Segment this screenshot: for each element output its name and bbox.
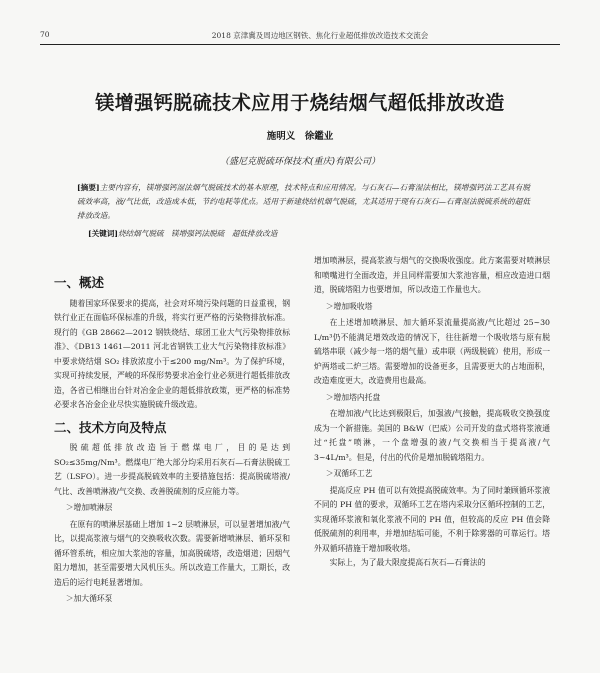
subheading: ＞增加吸收塔 xyxy=(325,301,373,311)
paragraph: 脱硫超低排放改造旨于燃煤电厂，目的是达到 SO₂≤35mg/Nm³。燃煤电厂绝大部分均采用石灰石—石膏法脱硫工艺（LSFO）。进一步提高脱硫效率的主要措施包括：提高脱硫塔液/气比、改善喷淋液/气交换、改善脱硫剂的反应能力等。 xyxy=(54,443,290,496)
paper-title: 镁增强钙脱硫技术应用于烧结烟气超低排放改造 xyxy=(95,92,505,114)
subheading: ＞增加喷淋层 xyxy=(65,503,113,512)
paragraph: 增加喷淋层，提高浆液与烟气的交换吸收强度。此方案需要对喷淋层和喷嘴进行全面改造，并且同样需要加大浆池容量，相应改造进口烟道，脱硫塔阻力也要增加，所以改造工作量也大。 xyxy=(314,256,550,294)
abstract-label: [摘要] xyxy=(77,183,100,192)
abstract xyxy=(77,181,530,223)
keywords-text: 烧结烟气脱硫 镁增强钙法脱硫 超低排放改造 xyxy=(117,229,278,238)
paragraph: 实际上，为了最大限度提高石灰石—石膏法的 xyxy=(329,558,486,567)
affiliation: （盛尼克脱硫环保技术(重庆)有限公司） xyxy=(219,157,381,167)
subheading: ＞双循环工艺 xyxy=(325,469,373,478)
abstract-text: 主要内容有，镁增强钙湿法烟气脱硫技术的基本原理，技术特点和应用情况。与石灰石—石膏湿法相比，镁增强钙法工艺具有脱硫效率高，液/气比低，改造成本低，节约电耗等优点。适用于新建烧结机烟气脱硫，尤其适用于现有石灰石—石膏湿法脱硫系统的超低排放改造。 xyxy=(77,183,531,220)
paragraph: 随着国家环保要求的提高，社会对环境污染问题的日益重视，钢铁行业正在面临环保标准的升级，将实行更严格的污染物排放标准。现行的《GB 28662—2012 钢铁烧结、球团工业大气污染物排放标准》、《DB13 1461—2011 河北省钢铁工业大气污染物排放标准》中要求烧结烟 SO₂ 排放浓度小于≤200 mg/Nm³。为了保护环境，实现可持续发展，严峻的环保形势要求冶金行业必须进行超低排放改造，各省已相继出台针对冶金企业的超低排放政策，更严格的标准势必要求各冶金企业尽快实施脱硫升级改造。 xyxy=(54,298,290,409)
authors: 施明义 徐鑑业 xyxy=(266,131,334,142)
journal-title: 2018 京津冀及周边地区钢铁、焦化行业超低排放改造技术交流会 xyxy=(211,31,429,40)
section-heading-overview: 一、概述 xyxy=(54,275,105,290)
keywords-label: [关键词] xyxy=(88,229,118,238)
paragraph: 在增加液/气比达到极限后，加强液/气接触，提高吸收交换强度成为一个新措施。美国的 B&W（巴威）公司开发的盘式塔将浆液通过“托盘”喷淋，一个盘增强的液/气交换相当于提高液/气 3~4L/m³。但是，付出的代价是增加脱硫塔阻力。 xyxy=(314,409,550,462)
left-column xyxy=(54,268,290,609)
subheading: ＞加大循环泵 xyxy=(65,594,113,603)
right-column xyxy=(314,254,550,571)
paragraph: 提高反应 PH 值可以有效提高脱硫效率。为了同时兼顾循环浆液不同的 PH 值的要求，双循环工艺在塔内采取分区循环控制的工艺，实现循环浆液和氧化浆液不同的 PH 值，但较高的反应 PH 值会降低脱硫剂的利用率，并增加结垢可能，不利于除雾器的可靠运行。塔外双循环措施于增加吸收塔。 xyxy=(314,485,550,553)
paragraph: 在原有的喷淋层基础上增加 1~2 层喷淋层，可以显著增加液/气比，以提高浆液与烟气的交换吸收次数。需要新增喷淋层、循环泵和循环管系统，相应加大浆池的容量，加高脱硫塔，改造烟道；因烟气阻力增加，甚至需要增大风机压头。所以改造工作量大，工期长，改造后的运行电耗显著增加。 xyxy=(54,519,290,587)
paragraph: 在上述增加喷淋层、加大循环泵流量提高液/气比超过 25~30 L/m³仍不能满足增效改造的情况下，往往新增一个吸收塔与原有脱硫塔串联（减少每一塔的烟气量）或串联（两级脱硫）使用，形成一炉两塔或二炉三塔。需要增加的设备更多，且需要更大的占地面积，改造难度更大，改造费用也最高。 xyxy=(314,318,550,385)
running-header xyxy=(40,28,560,45)
keywords xyxy=(88,227,530,241)
subheading: ＞增加塔内托盘 xyxy=(325,392,381,402)
section-heading-direction: 二、技术方向及特点 xyxy=(54,419,167,435)
page-number: 70 xyxy=(40,30,50,39)
